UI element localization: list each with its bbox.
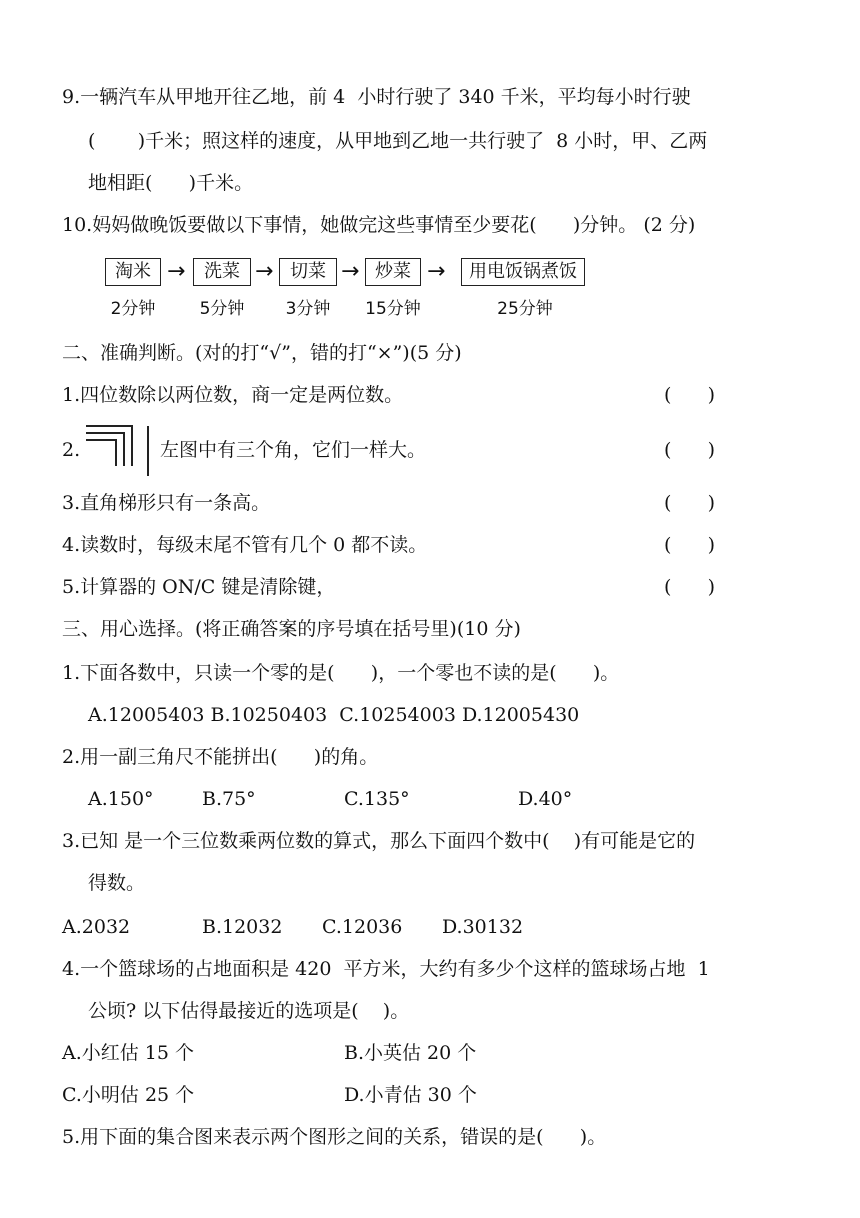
choice-q4-option-c: C.小明估 25 个 bbox=[62, 1084, 195, 1106]
cooking-flow-chart bbox=[105, 258, 585, 318]
choice-q3-option-b: B.12032 bbox=[202, 916, 283, 938]
judge-item-1: 1.四位数除以两位数，商一定是两位数。 bbox=[62, 384, 404, 406]
choice-q4-option-d: D.小青估 30 个 bbox=[344, 1084, 477, 1106]
judge-item-3: 3.直角梯形只有一条高。 bbox=[62, 492, 271, 514]
three-angles-figure bbox=[86, 424, 152, 476]
flow-arrow-icon: → bbox=[427, 259, 446, 284]
flow-time-4: 15分钟 bbox=[365, 299, 421, 319]
choice-q3-option-a: A.2032 bbox=[62, 916, 131, 938]
answer-paren[interactable]: ( ) bbox=[664, 534, 716, 556]
choice-q3-option-c: C.12036 bbox=[322, 916, 403, 938]
flow-step-1: 淘米 bbox=[105, 258, 161, 286]
flow-time-3: 3分钟 bbox=[285, 299, 331, 319]
section2-heading: 二、准确判断。(对的打“√”，错的打“×”)(5 分) bbox=[62, 342, 462, 364]
choice-q2-text: 2.用一副三角尺不能拼出( )的角。 bbox=[62, 746, 379, 768]
answer-paren[interactable]: ( ) bbox=[664, 439, 716, 461]
choice-q4-option-a: A.小红估 15 个 bbox=[62, 1042, 195, 1064]
judge-item-4: 4.读数时，每级末尾不管有几个 0 都不读。 bbox=[62, 534, 428, 556]
choice-q3-line1: 3.已知 是一个三位数乘两位数的算式，那么下面四个数中( )有可能是它的 bbox=[62, 830, 696, 852]
flow-step-4: 炒菜 bbox=[365, 258, 421, 286]
q9-line3: 地相距( )千米。 bbox=[88, 172, 254, 194]
q10-text: 10.妈妈做晚饭要做以下事情，她做完这些事情至少要花( )分钟。 (2 分) bbox=[62, 214, 696, 236]
flow-step-5: 用电饭锅煮饭 bbox=[461, 258, 585, 286]
flow-step-2: 洗菜 bbox=[193, 258, 251, 286]
flow-time-5: 25分钟 bbox=[497, 299, 553, 319]
choice-q4-option-b: B.小英估 20 个 bbox=[344, 1042, 477, 1064]
flow-arrow-icon: → bbox=[255, 259, 274, 284]
section3-heading: 三、用心选择。(将正确答案的序号填在括号里)(10 分) bbox=[62, 618, 521, 640]
choice-q3-option-d: D.30132 bbox=[442, 916, 524, 938]
flow-time-1: 2分钟 bbox=[110, 299, 156, 319]
judge-item-5: 5.计算器的 ON/C 键是清除键， bbox=[62, 576, 336, 598]
flow-arrow-icon: → bbox=[167, 259, 186, 284]
q9-line2: ( )千米；照这样的速度，从甲地到乙地一共行驶了 8 小时，甲、乙两 bbox=[88, 130, 708, 152]
choice-q5-text: 5.用下面的集合图来表示两个图形之间的关系，错误的是( )。 bbox=[62, 1126, 607, 1148]
flow-arrow-icon: → bbox=[341, 259, 360, 284]
choice-q1-options: A.12005403 B.10250403 C.10254003 D.12005430 bbox=[88, 704, 580, 726]
answer-paren[interactable]: ( ) bbox=[664, 384, 716, 406]
choice-q3-line2: 得数。 bbox=[88, 872, 146, 894]
choice-q4-line2: 公顷? 以下估得最接近的选项是( )。 bbox=[88, 1000, 410, 1022]
q9-line1: 9.一辆汽车从甲地开往乙地，前 4 小时行驶了 340 千米，平均每小时行驶 bbox=[62, 86, 691, 108]
choice-q2-option-c: C.135° bbox=[344, 788, 410, 810]
judge-item-2: 左图中有三个角，它们一样大。 bbox=[160, 439, 427, 461]
choice-q2-option-a: A.150° bbox=[88, 788, 154, 810]
choice-q2-option-b: B.75° bbox=[202, 788, 256, 810]
flow-step-3: 切菜 bbox=[279, 258, 337, 286]
choice-q4-line1: 4.一个篮球场的占地面积是 420 平方米，大约有多少个这样的篮球场占地 1 bbox=[62, 958, 710, 980]
flow-time-2: 5分钟 bbox=[199, 299, 245, 319]
answer-paren[interactable]: ( ) bbox=[664, 492, 716, 514]
choice-q2-option-d: D.40° bbox=[518, 788, 573, 810]
answer-paren[interactable]: ( ) bbox=[664, 576, 716, 598]
judge-item-2-number: 2. bbox=[62, 439, 81, 461]
choice-q1-text: 1.下面各数中，只读一个零的是( )，一个零也不读的是( )。 bbox=[62, 662, 620, 684]
